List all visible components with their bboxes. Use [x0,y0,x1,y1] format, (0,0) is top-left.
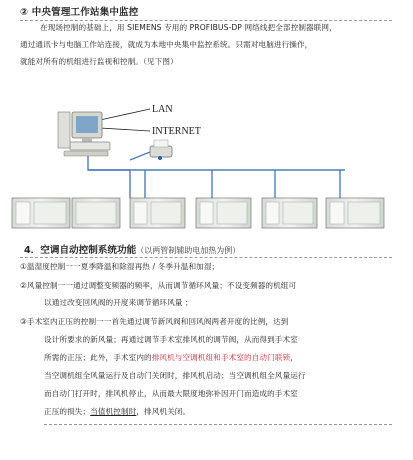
divider [44,424,392,425]
section-title-note: （以两管制辅助电加热为例） [136,246,241,255]
function-line-9-text: 正压的损失； [44,407,91,416]
cabinet-2 [130,198,185,228]
internet-label: INTERNET [152,126,201,137]
function-line-1: ①温湿度控制一一夏季降温和除湿再热 / 冬季升温和加湿； [20,262,220,271]
function-line-4: ③手术室内正压的控制一一首先通过调节新风阀和回风阀两者开度的比例，达到 [20,317,289,326]
function-line-6-punct: ， [290,353,298,362]
function-line-6-text: 所需的正压；此外，手术室内的 [44,353,152,362]
control-cabinets [12,198,384,228]
function-line-7: 当空调机组全风量运行及自动门关闭时，排风机启动；当空调机组全风量运行 [44,371,306,380]
section-title-central-monitoring: ② 中央管理工作站集中监控 [20,7,139,18]
lan-label: LAN [152,104,173,115]
bus-cables [28,152,345,205]
section-title-text: 4．空调自动控制系统功能 [24,245,137,256]
paragraph-line-1: 在现场控制的基础上，用 SIEMENS 专用的 PROFIBUS-DP 网络线把全部控制器联网， [40,23,337,32]
function-line-3: 以通过改变回风阀的开度来调节循环风量 ； [44,298,193,307]
function-line-5: 设计所要求的新风量；再通过调节手术室排风机的调节阀，从而得到手术室 [44,335,298,344]
printer-icon [150,140,172,160]
paragraph-line-3: 就能对所有的机组进行监视和控制。（见下图） [20,57,178,66]
function-line-9-end: ，排风机关闭。 [136,407,191,416]
cabinet-5 [326,198,384,228]
cabinet-3 [196,198,251,228]
internet-leader-line [100,128,150,131]
paragraph-line-2: 通过通讯卡与电脑工作站连接，就成为本地中央集中监控系统。只需对电脑进行操作， [20,40,313,49]
function-line-8: 而自动门打开时，排风机停止，从而最大限度地弥补因开门而造成的手术室 [44,389,298,398]
function-line-6 [44,349,413,366]
cabinet-1 [12,198,70,228]
function-line-2: ②风量控制一一通过调整变频器的频率，从而调节循环风量；不设变频器的机组可 [20,281,297,290]
highlighted-interlock-text: 排风机与空调机组和手术室的自动门联锁 [151,353,291,362]
lan-leader-line [100,109,150,120]
cabinet-4 [262,198,317,228]
underlined-duty-control-text: 当值机控制时 [90,407,137,416]
function-line-9 [44,403,413,420]
computer-workstation-icon [58,112,110,156]
section-title-auto-control [24,242,240,256]
